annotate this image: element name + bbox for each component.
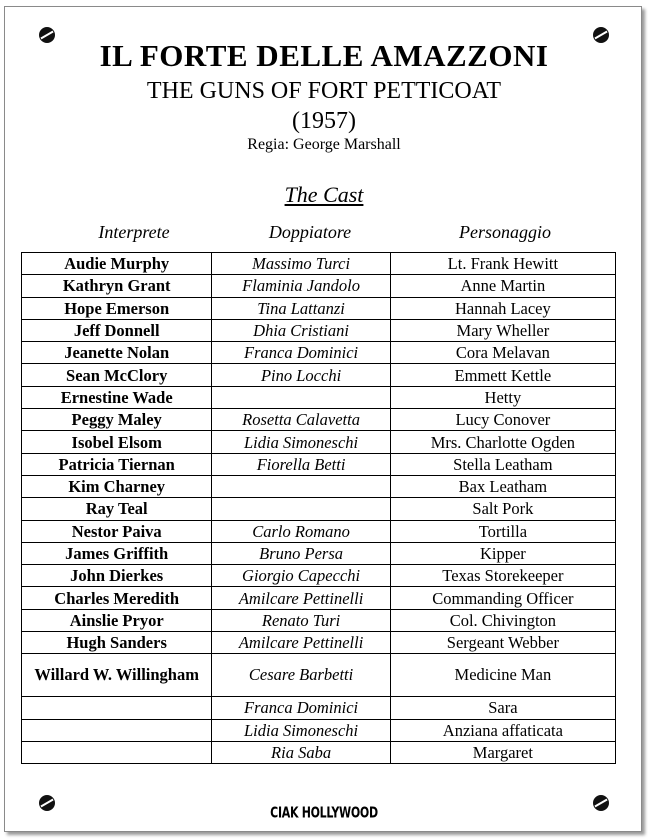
table-row [22,654,616,697]
dubber-cell: Flaminia Jandolo [212,275,390,297]
character-cell: Commanding Officer [390,587,615,609]
dubber-cell [212,498,390,520]
table-row [22,297,616,319]
table-row [22,275,616,297]
cast-heading: The Cast [284,182,364,207]
table-row [22,386,616,408]
table-row [22,453,616,475]
character-cell: Texas Storekeeper [390,565,615,587]
table-row [22,565,616,587]
actor-cell: John Dierkes [22,565,212,587]
dubber-cell: Carlo Romano [212,520,390,542]
actor-cell [22,741,212,763]
dubber-cell: Pino Locchi [212,364,390,386]
table-row [22,632,616,654]
dubber-cell: Amilcare Pettinelli [212,632,390,654]
character-cell: Anziana affaticata [390,719,615,741]
director-line: Regia: George Marshall [247,136,401,153]
dubber-cell [212,386,390,408]
table-row [22,475,616,497]
table-row [22,520,616,542]
actor-cell: Jeanette Nolan [22,342,212,364]
actor-cell: Patricia Tiernan [22,453,212,475]
dubber-cell: Tina Lattanzi [212,297,390,319]
dubber-cell: Franca Dominici [212,342,390,364]
table-row [22,609,616,631]
dubber-cell: Bruno Persa [212,542,390,564]
dubber-cell [212,475,390,497]
column-header-actor: Interprete [98,222,170,242]
actor-cell: Audie Murphy [22,253,212,275]
character-cell: Salt Pork [390,498,615,520]
actor-cell [22,719,212,741]
actor-cell: Sean McClory [22,364,212,386]
dubber-cell: Ria Saba [212,741,390,763]
actor-cell: Ray Teal [22,498,212,520]
dubber-cell: Renato Turi [212,609,390,631]
actor-cell: Jeff Donnell [22,319,212,341]
character-cell: Emmett Kettle [390,364,615,386]
table-row [22,587,616,609]
dubber-cell: Giorgio Capecchi [212,565,390,587]
character-cell: Cora Melavan [390,342,615,364]
dubber-cell: Franca Dominici [212,697,390,719]
character-cell: Bax Leatham [390,475,615,497]
character-cell: Col. Chivington [390,609,615,631]
actor-cell: Willard W. Willingham [22,654,212,697]
original-title: THE GUNS OF FORT PETTICOAT [146,78,502,104]
dubber-cell: Lidia Simoneschi [212,719,390,741]
ciak-hollywood-logo: CIAK HOLLYWOOD [270,803,378,822]
table-row [22,342,616,364]
dubber-cell: Cesare Barbetti [212,654,390,697]
character-cell: Kipper [390,542,615,564]
actor-cell: Isobel Elsom [22,431,212,453]
character-cell: Medicine Man [390,654,615,697]
character-cell: Anne Martin [390,275,615,297]
actor-cell: Hope Emerson [22,297,212,319]
actor-cell: Hugh Sanders [22,632,212,654]
actor-cell: Peggy Maley [22,409,212,431]
table-row [22,498,616,520]
table-row [22,542,616,564]
table-row [22,364,616,386]
table-row [22,409,616,431]
column-header-dubber: Doppiatore [268,222,352,242]
actor-cell: Charles Meredith [22,587,212,609]
table-row [22,697,616,719]
table-row [22,253,616,275]
character-cell: Stella Leatham [390,453,615,475]
dubber-cell: Amilcare Pettinelli [212,587,390,609]
cast-table [21,252,616,764]
dubber-cell: Massimo Turci [212,253,390,275]
actor-cell: Ernestine Wade [22,386,212,408]
actor-cell: Kim Charney [22,475,212,497]
character-cell: Margaret [390,741,615,763]
table-row [22,319,616,341]
release-year: (1957) [292,108,356,134]
character-cell: Sergeant Webber [390,632,615,654]
actor-cell: James Griffith [22,542,212,564]
table-row [22,741,616,763]
character-cell: Hetty [390,386,615,408]
column-header-character: Personaggio [459,222,551,242]
page-title: IL FORTE DELLE AMAZZONI [99,38,549,73]
character-cell: Mrs. Charlotte Ogden [390,431,615,453]
actor-cell [22,697,212,719]
table-row [22,431,616,453]
actor-cell: Nestor Paiva [22,520,212,542]
character-cell: Mary Wheller [390,319,615,341]
dubber-cell: Dhia Cristiani [212,319,390,341]
actor-cell: Ainslie Pryor [22,609,212,631]
table-row [22,719,616,741]
character-cell: Lt. Frank Hewitt [390,253,615,275]
character-cell: Lucy Conover [390,409,615,431]
actor-cell: Kathryn Grant [22,275,212,297]
dubber-cell: Rosetta Calavetta [212,409,390,431]
dubber-cell: Fiorella Betti [212,453,390,475]
character-cell: Hannah Lacey [390,297,615,319]
character-cell: Tortilla [390,520,615,542]
character-cell: Sara [390,697,615,719]
dubber-cell: Lidia Simoneschi [212,431,390,453]
